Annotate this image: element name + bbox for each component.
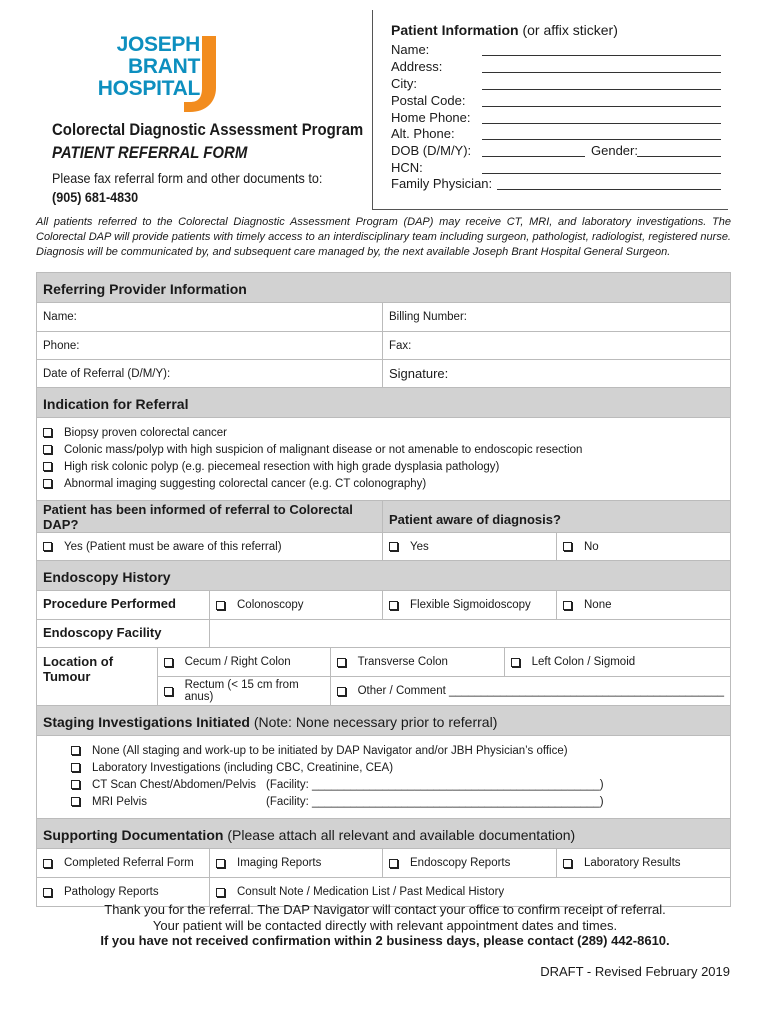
field-label: Home Phone: [391, 110, 471, 125]
section-title: Supporting Documentation [43, 827, 224, 843]
procedure-colonoscopy-option[interactable] [210, 591, 383, 619]
field-label: City: [391, 76, 417, 91]
option-label: Imaging Reports [237, 857, 322, 869]
form-row [37, 360, 730, 388]
patient-postal-field[interactable] [391, 93, 721, 110]
option-label: None [584, 599, 612, 611]
indication-option[interactable] [43, 458, 724, 475]
section-indication: Indication for Referral [37, 388, 730, 418]
staging-checklist [37, 736, 730, 819]
input-line[interactable] [482, 89, 721, 90]
referrer-fax-field[interactable] [383, 332, 730, 359]
staging-option[interactable] [71, 759, 724, 776]
footer-line-1: Thank you for the referral. The DAP Navigator will contact your office to confirm receipt of referral. [104, 902, 666, 917]
checkbox[interactable] [71, 797, 80, 806]
location-cecum-option[interactable] [158, 648, 331, 676]
section-supporting [37, 819, 730, 849]
logo-line-2: HOSPITAL [97, 77, 200, 100]
doc-lab-option[interactable] [557, 849, 730, 877]
checkbox[interactable] [337, 658, 346, 667]
option-label: Completed Referral Form [64, 857, 194, 869]
staging-option[interactable] [71, 776, 724, 793]
checkbox[interactable] [71, 763, 80, 772]
input-line[interactable] [482, 139, 721, 140]
facility-label: Endoscopy Facility [37, 620, 210, 647]
facility-field[interactable]: (Facility: _____________________________________________) [266, 778, 604, 791]
endoscopy-facility-field[interactable] [210, 620, 730, 647]
referral-form [36, 272, 731, 907]
patient-info-title: Patient Information [391, 22, 519, 38]
checkbox[interactable] [389, 601, 398, 610]
input-line[interactable] [482, 173, 721, 174]
indication-checklist [37, 418, 730, 501]
section-title: Staging Investigations Initiated [43, 714, 250, 730]
field-label: Date of Referral (D/M/Y): [43, 367, 171, 380]
field-label: Postal Code: [391, 93, 466, 108]
logo-text [52, 34, 200, 100]
referral-date-field[interactable] [37, 360, 383, 387]
checkbox[interactable] [511, 658, 520, 667]
checkbox[interactable] [216, 601, 225, 610]
option-label: Colonic mass/polyp with high suspicion of malignant disease or not amenable to endoscopic resection [64, 443, 583, 456]
gender-label: Gender: [591, 143, 638, 158]
option-label: Laboratory Investigations (including CBC, Creatinine, CEA) [92, 761, 394, 774]
option-label: MRI Pelvis [92, 795, 147, 808]
indication-option[interactable] [43, 441, 724, 458]
patient-home-phone-field[interactable] [391, 110, 721, 127]
informed-question: Patient has been informed of referral to Colorectal DAP? [37, 501, 383, 532]
option-label: High risk colonic polyp (e.g. piecemeal resection with high grade dysplasia pathology) [64, 460, 500, 473]
section-referring-provider: Referring Provider Information [37, 273, 730, 303]
location-transverse-option[interactable] [331, 648, 505, 676]
program-title: Colorectal Diagnostic Assessment Program [52, 120, 364, 139]
checkbox[interactable] [71, 746, 80, 755]
dob-input-line[interactable] [482, 156, 585, 157]
signature-field[interactable] [383, 360, 730, 387]
checkbox[interactable] [43, 888, 52, 897]
option-label: Rectum (< 15 cm from anus) [184, 679, 299, 703]
field-label: HCN: [391, 160, 423, 175]
option-label: Transverse Colon [357, 656, 448, 668]
checkbox[interactable] [337, 687, 346, 696]
checkbox[interactable] [389, 859, 398, 868]
checkbox[interactable] [43, 542, 52, 551]
aware-no-option[interactable] [557, 533, 730, 560]
checkbox[interactable] [216, 888, 225, 897]
aware-question: Patient aware of diagnosis? [389, 512, 561, 527]
field-label: Address: [391, 59, 443, 74]
field-label: Name: [391, 42, 430, 57]
location-label: Location of Tumour [37, 648, 158, 705]
family-physician-field[interactable] [391, 176, 721, 193]
option-label: No [584, 540, 599, 553]
section-note: (Note: None necessary prior to referral) [253, 714, 498, 730]
location-left-colon-option[interactable] [505, 648, 730, 676]
patient-information-box [372, 10, 728, 210]
logo-line-1: JOSEPH BRANT [116, 33, 200, 78]
location-row [37, 648, 730, 706]
location-options-row [158, 677, 730, 705]
checkbox[interactable] [389, 542, 398, 551]
footer-line-3: If you have not received confirmation within 2 business days, please contact (289) 442-8610. [100, 933, 670, 948]
patient-city-field[interactable] [391, 76, 721, 93]
input-line[interactable] [482, 106, 721, 107]
option-label: Cecum / Right Colon [184, 656, 291, 668]
informed-answer-row [37, 533, 730, 561]
doc-referral-form-option[interactable] [37, 849, 210, 877]
option-label: Endoscopy Reports [410, 857, 511, 869]
gender-input-line[interactable] [637, 156, 721, 157]
option-label: Left Colon / Sigmoid [531, 656, 636, 668]
section-note: (Please attach all relevant and available documentation) [227, 827, 576, 843]
option-label: Yes (Patient must be aware of this referral) [64, 540, 282, 553]
option-label: Other / Comment ___________________________________________ [357, 685, 724, 697]
checkbox[interactable] [216, 859, 225, 868]
field-label: Billing Number: [389, 311, 467, 323]
fax-number: (905) 681-4830 [52, 189, 139, 205]
fax-instruction: Please fax referral form and other documents to: [52, 170, 323, 186]
field-label: Alt. Phone: [391, 126, 455, 141]
checkbox[interactable] [43, 428, 52, 437]
checkbox[interactable] [164, 658, 173, 667]
doc-endoscopy-option[interactable] [383, 849, 557, 877]
location-rectum-option[interactable] [158, 677, 331, 705]
patient-name-field[interactable] [391, 42, 721, 59]
option-label: Laboratory Results [584, 857, 681, 869]
informed-question-row [37, 501, 730, 533]
checkbox[interactable] [71, 780, 80, 789]
input-line[interactable] [497, 189, 721, 190]
form-row [37, 303, 730, 332]
field-label: Fax: [389, 339, 412, 352]
checkbox[interactable] [43, 445, 52, 454]
supporting-row [37, 849, 730, 878]
field-label: DOB (D/M/Y): [391, 143, 472, 158]
patient-dob-field[interactable] [391, 143, 721, 160]
doc-imaging-option[interactable] [210, 849, 383, 877]
field-label: Signature: [389, 366, 449, 381]
checkbox[interactable] [43, 859, 52, 868]
field-label: Family Physician: [391, 176, 493, 191]
billing-number-field[interactable] [383, 303, 730, 331]
option-label: Biopsy proven colorectal cancer [64, 426, 227, 439]
location-options [158, 648, 730, 705]
informed-yes-option[interactable] [37, 533, 383, 560]
aware-yes-option[interactable] [383, 533, 557, 560]
referrer-phone-field[interactable] [37, 332, 383, 359]
facility-field[interactable]: (Facility: _____________________________________________) [266, 795, 604, 808]
footer-message [0, 902, 770, 949]
input-line[interactable] [482, 72, 721, 73]
option-label: Yes [410, 540, 429, 553]
patient-info-heading [391, 22, 618, 38]
intro-paragraph: All patients referred to the Colorectal Diagnostic Assessment Program (DAP) may receive CT, MRI, and laboratory investigations. The Colorectal DAP will provide patients with timely access to an interdisciplinary team including surgeon, pathologist, radiologist, registered nurse. Diagnosis will be communicated by, and subsequent care managed by, the next available Joseph Brant Hospital General Surgeon. [36, 216, 731, 258]
option-label: None (All staging and work-up to be initiated by DAP Navigator and/or JBH Physician’s office) [92, 744, 568, 757]
indication-option[interactable] [43, 424, 724, 441]
field-label: Name: [43, 311, 77, 323]
staging-option[interactable] [71, 793, 724, 810]
section-staging [37, 706, 730, 736]
option-label: Colonoscopy [237, 599, 304, 611]
form-row [37, 332, 730, 360]
checkbox[interactable] [563, 859, 572, 868]
location-other-option[interactable] [331, 677, 730, 705]
option-label: Consult Note / Medication List / Past Medical History [237, 886, 505, 898]
input-line[interactable] [482, 123, 721, 124]
checkbox[interactable] [563, 601, 572, 610]
draft-revision-note: DRAFT - Revised February 2019 [540, 964, 730, 979]
patient-alt-phone-field[interactable] [391, 126, 721, 143]
checkbox[interactable] [43, 462, 52, 471]
checkbox[interactable] [43, 479, 52, 488]
facility-row [37, 620, 730, 648]
section-endoscopy: Endoscopy History [37, 561, 730, 591]
patient-info-note: (or affix sticker) [522, 22, 618, 38]
footer-line-2: Your patient will be contacted directly with relevant appointment dates and times. [152, 917, 618, 933]
procedure-sigmoidoscopy-option[interactable] [383, 591, 557, 619]
input-line[interactable] [482, 55, 721, 56]
procedure-label: Procedure Performed [37, 591, 210, 619]
procedure-none-option[interactable] [557, 591, 730, 619]
checkbox[interactable] [164, 687, 173, 696]
option-label: Flexible Sigmoidoscopy [410, 599, 531, 611]
location-options-row [158, 648, 730, 677]
logo-j-mark-icon [180, 36, 220, 112]
option-label: Abnormal imaging suggesting colorectal cancer (e.g. CT colonography) [64, 477, 427, 490]
form-title: PATIENT REFERRAL FORM [52, 143, 248, 162]
program-header [52, 120, 362, 205]
patient-hcn-field[interactable] [391, 160, 721, 177]
checkbox[interactable] [563, 542, 572, 551]
option-label: CT Scan Chest/Abdomen/Pelvis [92, 778, 257, 791]
staging-option[interactable] [71, 742, 724, 759]
patient-address-field[interactable] [391, 59, 721, 76]
indication-option[interactable] [43, 475, 724, 492]
option-label: Pathology Reports [64, 886, 159, 898]
referrer-name-field[interactable] [37, 303, 383, 331]
procedure-row [37, 591, 730, 620]
field-label: Phone: [43, 339, 80, 352]
